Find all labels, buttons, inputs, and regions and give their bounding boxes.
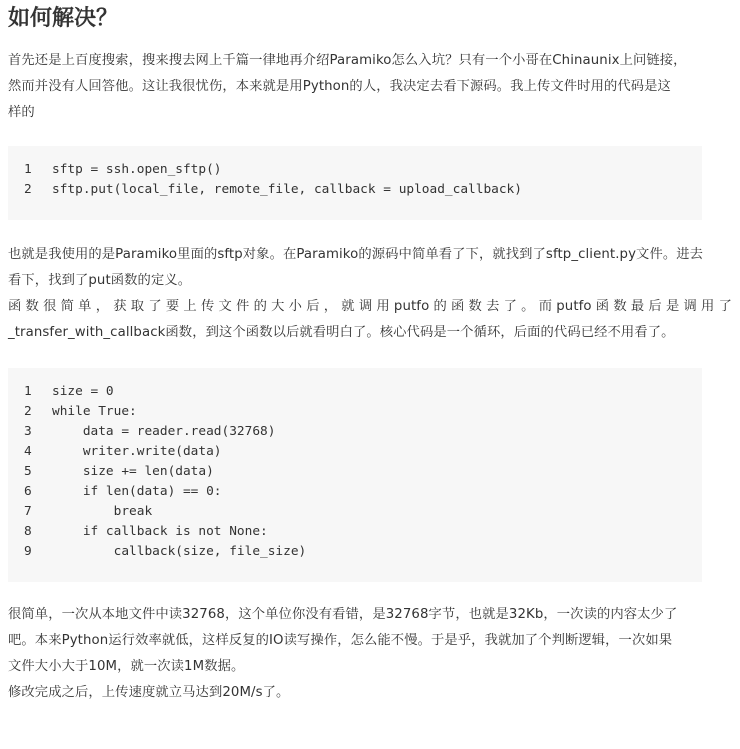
text-line: 很简单，一次从本地文件中读32768，这个单位你没有看错，是32768字节，也就是32Kb，一次读的内容太少了: [8, 607, 678, 622]
line-number: 5: [24, 464, 32, 479]
code-line: [8, 382, 702, 402]
line-number: 2: [24, 182, 32, 197]
code-text: if len(data) == 0:: [52, 484, 222, 499]
line-number: 2: [24, 404, 32, 419]
line-number: 8: [24, 524, 32, 539]
text-line: 吧。本来Python运行效率就低，这样反复的IO读写操作，怎么能不慢。于是乎，我就加了个判断逻辑，一次如果: [8, 633, 673, 648]
line-number: 3: [24, 424, 32, 439]
code-text: writer.write(data): [52, 444, 222, 459]
text-line: 看下，找到了put函数的定义。: [8, 273, 192, 288]
intro-paragraph: [8, 48, 732, 126]
code-text: size += len(data): [52, 464, 214, 479]
line-number: 1: [24, 162, 32, 177]
code-line: [8, 160, 702, 180]
text-line: 样的: [8, 105, 35, 120]
text-line: _transfer_with_callback函数，到这个函数以后就看明白了。核心代码是一个循环，后面的代码已经不用看了。: [8, 325, 675, 340]
final-paragraph: [8, 680, 732, 706]
code-block-loop: [8, 368, 702, 582]
code-line: [8, 462, 702, 482]
code-text: sftp.put(local_file, remote_file, callback = upload_callback): [52, 182, 522, 197]
code-text: sftp = ssh.open_sftp(): [52, 162, 222, 177]
code-text: while True:: [52, 404, 137, 419]
code-text: data = reader.read(32768): [52, 424, 276, 439]
line-number: 9: [24, 544, 32, 559]
text-line: 修改完成之后，上传速度就立马达到20M/s了。: [8, 685, 290, 700]
code-text: callback(size, file_size): [52, 544, 307, 559]
text-line: 文件大小大于10M，就一次读1M数据。: [8, 659, 245, 674]
code-line: [8, 502, 702, 522]
code-line: [8, 422, 702, 442]
line-number: 1: [24, 384, 32, 399]
line-number: 6: [24, 484, 32, 499]
section-heading: 如何解决？: [8, 6, 119, 31]
code-block-upload: [8, 146, 702, 220]
line-number: 4: [24, 444, 32, 459]
code-text: if callback is not None:: [52, 524, 268, 539]
text-line: 然而并没有人回答他。这让我很忧伤，本来就是用Python的人，我决定去看下源码。我上传文件时用的代码是这: [8, 79, 671, 94]
text-line: 首先还是上百度搜索，搜来搜去网上千篇一律地再介绍Paramiko怎么入坑？只有一个小哥在Chinaunix上问链接，: [8, 53, 687, 68]
text-line: 也就是我使用的是Paramiko里面的sftp对象。在Paramiko的源码中简单看了下，就找到了sftp_client.py文件。进去: [8, 247, 704, 262]
explanation-paragraph: [8, 242, 732, 294]
function-paragraph: [8, 294, 732, 346]
conclusion-paragraph: [8, 602, 732, 680]
code-line: [8, 180, 702, 200]
code-line: [8, 442, 702, 462]
line-number: 7: [24, 504, 32, 519]
code-line: [8, 402, 702, 422]
code-line: [8, 482, 702, 502]
code-line: [8, 522, 702, 542]
code-line: [8, 542, 702, 562]
code-text: break: [52, 504, 153, 519]
text-line: 函数很简单，获取了要上传文件的大小后，就调用putfo的函数去了。而putfo函数最后是调用了: [8, 299, 732, 314]
code-text: size = 0: [52, 384, 114, 399]
